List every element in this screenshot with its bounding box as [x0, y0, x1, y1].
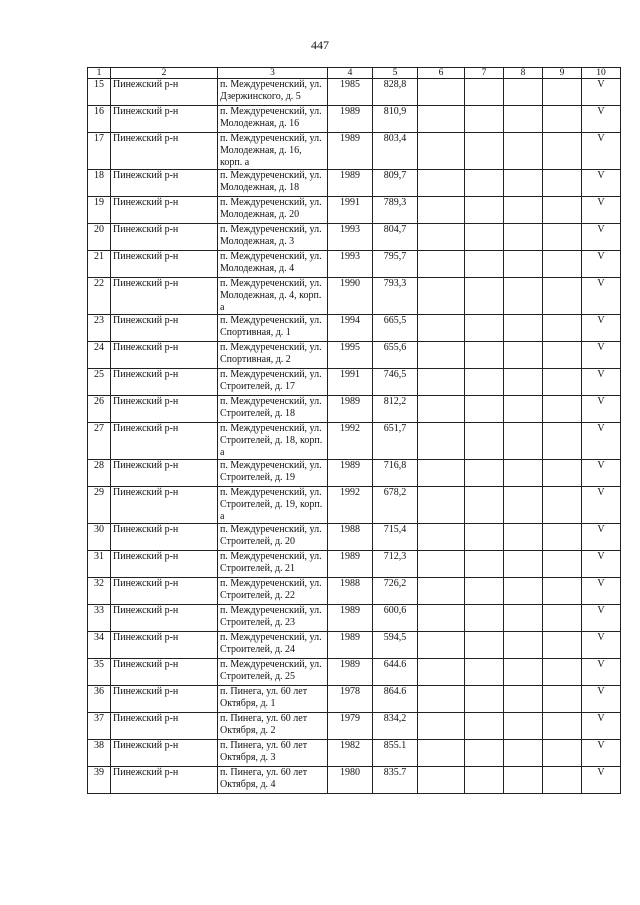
- empty-cell: [504, 632, 543, 659]
- empty-cell: [543, 315, 582, 342]
- address-cell: п. Междуреченский, ул. Молодежная, д. 4, корп. а: [218, 278, 328, 315]
- row-number: 22: [88, 278, 111, 315]
- district-cell: Пинежский р-н: [111, 278, 218, 315]
- empty-cell: [543, 632, 582, 659]
- empty-cell: [504, 106, 543, 133]
- empty-cell: [418, 106, 465, 133]
- district-cell: Пинежский р-н: [111, 487, 218, 524]
- empty-cell: [504, 767, 543, 794]
- empty-cell: [418, 713, 465, 740]
- year-cell: 1989: [328, 460, 373, 487]
- row-number: 37: [88, 713, 111, 740]
- row-number: 25: [88, 369, 111, 396]
- empty-cell: [504, 524, 543, 551]
- table-row: [88, 197, 621, 224]
- area-cell: 834,2: [373, 713, 418, 740]
- empty-cell: [543, 686, 582, 713]
- empty-cell: [465, 767, 504, 794]
- year-cell: 1978: [328, 686, 373, 713]
- year-cell: 1991: [328, 369, 373, 396]
- row-number: 16: [88, 106, 111, 133]
- district-cell: Пинежский р-н: [111, 767, 218, 794]
- table-row: [88, 396, 621, 423]
- district-cell: Пинежский р-н: [111, 551, 218, 578]
- district-cell: Пинежский р-н: [111, 369, 218, 396]
- mark-cell: V: [582, 315, 621, 342]
- row-number: 21: [88, 251, 111, 278]
- empty-cell: [543, 251, 582, 278]
- empty-cell: [418, 369, 465, 396]
- table-row: [88, 423, 621, 460]
- mark-cell: V: [582, 460, 621, 487]
- row-number: 30: [88, 524, 111, 551]
- address-cell: п. Междуреченский, ул. Строителей, д. 22: [218, 578, 328, 605]
- year-cell: 1995: [328, 342, 373, 369]
- mark-cell: V: [582, 740, 621, 767]
- empty-cell: [465, 659, 504, 686]
- table-row: [88, 605, 621, 632]
- table-row: [88, 460, 621, 487]
- empty-cell: [543, 524, 582, 551]
- district-cell: Пинежский р-н: [111, 578, 218, 605]
- empty-cell: [418, 740, 465, 767]
- empty-cell: [465, 578, 504, 605]
- year-cell: 1992: [328, 423, 373, 460]
- empty-cell: [504, 740, 543, 767]
- address-cell: п. Пинега, ул. 60 лет Октября, д. 4: [218, 767, 328, 794]
- area-cell: 644.6: [373, 659, 418, 686]
- row-number: 27: [88, 423, 111, 460]
- empty-cell: [543, 551, 582, 578]
- empty-cell: [465, 369, 504, 396]
- year-cell: 1989: [328, 106, 373, 133]
- district-cell: Пинежский р-н: [111, 423, 218, 460]
- empty-cell: [465, 396, 504, 423]
- row-number: 24: [88, 342, 111, 369]
- year-cell: 1993: [328, 251, 373, 278]
- empty-cell: [543, 197, 582, 224]
- empty-cell: [504, 578, 543, 605]
- table-row: [88, 487, 621, 524]
- empty-cell: [543, 460, 582, 487]
- empty-cell: [418, 487, 465, 524]
- mark-cell: V: [582, 197, 621, 224]
- table-row: [88, 133, 621, 170]
- empty-cell: [418, 578, 465, 605]
- empty-cell: [465, 487, 504, 524]
- mark-cell: V: [582, 551, 621, 578]
- area-cell: 715,4: [373, 524, 418, 551]
- year-cell: 1989: [328, 133, 373, 170]
- empty-cell: [543, 487, 582, 524]
- year-cell: 1989: [328, 170, 373, 197]
- empty-cell: [418, 524, 465, 551]
- table-row: [88, 315, 621, 342]
- empty-cell: [504, 659, 543, 686]
- table-row: [88, 170, 621, 197]
- table-row: [88, 551, 621, 578]
- empty-cell: [418, 767, 465, 794]
- empty-cell: [465, 170, 504, 197]
- empty-cell: [465, 632, 504, 659]
- empty-cell: [418, 460, 465, 487]
- mark-cell: V: [582, 605, 621, 632]
- district-cell: Пинежский р-н: [111, 170, 218, 197]
- mark-cell: V: [582, 133, 621, 170]
- district-cell: Пинежский р-н: [111, 224, 218, 251]
- address-cell: п. Междуреченский, ул. Молодежная, д. 16, корп. а: [218, 133, 328, 170]
- empty-cell: [465, 197, 504, 224]
- area-cell: 726,2: [373, 578, 418, 605]
- empty-cell: [543, 342, 582, 369]
- empty-cell: [504, 315, 543, 342]
- column-header: 6: [418, 68, 465, 79]
- mark-cell: V: [582, 659, 621, 686]
- district-cell: Пинежский р-н: [111, 315, 218, 342]
- table-row: [88, 524, 621, 551]
- table-row: [88, 251, 621, 278]
- empty-cell: [465, 713, 504, 740]
- empty-cell: [543, 396, 582, 423]
- row-number: 32: [88, 578, 111, 605]
- address-cell: п. Пинега, ул. 60 лет Октября, д. 2: [218, 713, 328, 740]
- address-cell: п. Междуреченский, ул. Строителей, д. 18, корп. а: [218, 423, 328, 460]
- table-row: [88, 578, 621, 605]
- empty-cell: [543, 578, 582, 605]
- empty-cell: [504, 197, 543, 224]
- area-cell: 712,3: [373, 551, 418, 578]
- district-cell: Пинежский р-н: [111, 713, 218, 740]
- empty-cell: [504, 278, 543, 315]
- mark-cell: V: [582, 79, 621, 106]
- mark-cell: V: [582, 686, 621, 713]
- district-cell: Пинежский р-н: [111, 396, 218, 423]
- mark-cell: V: [582, 106, 621, 133]
- area-cell: 810,9: [373, 106, 418, 133]
- empty-cell: [504, 713, 543, 740]
- area-cell: 594,5: [373, 632, 418, 659]
- empty-cell: [418, 551, 465, 578]
- empty-cell: [504, 686, 543, 713]
- empty-cell: [418, 79, 465, 106]
- mark-cell: V: [582, 632, 621, 659]
- year-cell: 1989: [328, 605, 373, 632]
- address-cell: п. Пинега, ул. 60 лет Октября, д. 1: [218, 686, 328, 713]
- year-cell: 1982: [328, 740, 373, 767]
- address-cell: п. Междуреченский, ул. Молодежная, д. 20: [218, 197, 328, 224]
- year-cell: 1991: [328, 197, 373, 224]
- address-cell: п. Междуреченский, ул. Молодежная, д. 4: [218, 251, 328, 278]
- row-number: 17: [88, 133, 111, 170]
- area-cell: 789,3: [373, 197, 418, 224]
- empty-cell: [418, 686, 465, 713]
- mark-cell: V: [582, 396, 621, 423]
- column-header: 9: [543, 68, 582, 79]
- address-cell: п. Междуреченский, ул. Строителей, д. 25: [218, 659, 328, 686]
- year-cell: 1980: [328, 767, 373, 794]
- empty-cell: [465, 251, 504, 278]
- empty-cell: [504, 551, 543, 578]
- area-cell: 795,7: [373, 251, 418, 278]
- empty-cell: [418, 170, 465, 197]
- row-number: 15: [88, 79, 111, 106]
- row-number: 28: [88, 460, 111, 487]
- empty-cell: [543, 106, 582, 133]
- empty-cell: [418, 423, 465, 460]
- address-cell: п. Междуреченский, ул. Строителей, д. 24: [218, 632, 328, 659]
- column-header: 8: [504, 68, 543, 79]
- row-number: 19: [88, 197, 111, 224]
- empty-cell: [418, 605, 465, 632]
- area-cell: 665,5: [373, 315, 418, 342]
- empty-cell: [465, 224, 504, 251]
- area-cell: 835.7: [373, 767, 418, 794]
- table-row: [88, 632, 621, 659]
- mark-cell: V: [582, 224, 621, 251]
- mark-cell: V: [582, 369, 621, 396]
- column-header: 3: [218, 68, 328, 79]
- empty-cell: [543, 79, 582, 106]
- area-cell: 793,3: [373, 278, 418, 315]
- area-cell: 746,5: [373, 369, 418, 396]
- column-header: 10: [582, 68, 621, 79]
- year-cell: 1989: [328, 632, 373, 659]
- empty-cell: [543, 369, 582, 396]
- empty-cell: [504, 79, 543, 106]
- area-cell: 812,2: [373, 396, 418, 423]
- area-cell: 716,8: [373, 460, 418, 487]
- empty-cell: [504, 423, 543, 460]
- address-cell: п. Междуреченский, ул. Дзержинского, д. 5: [218, 79, 328, 106]
- empty-cell: [543, 713, 582, 740]
- empty-cell: [504, 342, 543, 369]
- empty-cell: [418, 197, 465, 224]
- empty-cell: [543, 605, 582, 632]
- mark-cell: V: [582, 713, 621, 740]
- year-cell: 1979: [328, 713, 373, 740]
- district-cell: Пинежский р-н: [111, 605, 218, 632]
- district-cell: Пинежский р-н: [111, 106, 218, 133]
- area-cell: 655,6: [373, 342, 418, 369]
- table-row: [88, 659, 621, 686]
- empty-cell: [418, 133, 465, 170]
- empty-cell: [543, 278, 582, 315]
- area-cell: 855.1: [373, 740, 418, 767]
- table-row: [88, 686, 621, 713]
- empty-cell: [543, 659, 582, 686]
- row-number: 31: [88, 551, 111, 578]
- empty-cell: [504, 460, 543, 487]
- mark-cell: V: [582, 423, 621, 460]
- column-header: 2: [111, 68, 218, 79]
- empty-cell: [465, 278, 504, 315]
- area-cell: 804,7: [373, 224, 418, 251]
- empty-cell: [504, 133, 543, 170]
- row-number: 36: [88, 686, 111, 713]
- mark-cell: V: [582, 170, 621, 197]
- address-cell: п. Междуреченский, ул. Строителей, д. 17: [218, 369, 328, 396]
- row-number: 39: [88, 767, 111, 794]
- mark-cell: V: [582, 524, 621, 551]
- row-number: 18: [88, 170, 111, 197]
- empty-cell: [465, 133, 504, 170]
- empty-cell: [465, 524, 504, 551]
- empty-cell: [504, 605, 543, 632]
- year-cell: 1988: [328, 578, 373, 605]
- district-cell: Пинежский р-н: [111, 460, 218, 487]
- column-header: 1: [88, 68, 111, 79]
- empty-cell: [543, 767, 582, 794]
- table-row: [88, 767, 621, 794]
- mark-cell: V: [582, 251, 621, 278]
- district-cell: Пинежский р-н: [111, 659, 218, 686]
- header-row: [88, 68, 621, 79]
- year-cell: 1994: [328, 315, 373, 342]
- address-cell: п. Междуреченский, ул. Спортивная, д. 2: [218, 342, 328, 369]
- empty-cell: [465, 315, 504, 342]
- year-cell: 1989: [328, 659, 373, 686]
- mark-cell: V: [582, 487, 621, 524]
- column-header: 5: [373, 68, 418, 79]
- column-header: 7: [465, 68, 504, 79]
- year-cell: 1993: [328, 224, 373, 251]
- district-cell: Пинежский р-н: [111, 197, 218, 224]
- address-cell: п. Междуреченский, ул. Молодежная, д. 18: [218, 170, 328, 197]
- year-cell: 1985: [328, 79, 373, 106]
- empty-cell: [418, 659, 465, 686]
- row-number: 38: [88, 740, 111, 767]
- year-cell: 1990: [328, 278, 373, 315]
- year-cell: 1989: [328, 551, 373, 578]
- empty-cell: [504, 224, 543, 251]
- table-row: [88, 79, 621, 106]
- row-number: 23: [88, 315, 111, 342]
- row-number: 26: [88, 396, 111, 423]
- year-cell: 1988: [328, 524, 373, 551]
- address-cell: п. Междуреченский, ул. Строителей, д. 21: [218, 551, 328, 578]
- area-cell: 600,6: [373, 605, 418, 632]
- area-cell: 809,7: [373, 170, 418, 197]
- district-cell: Пинежский р-н: [111, 524, 218, 551]
- area-cell: 828,8: [373, 79, 418, 106]
- empty-cell: [465, 605, 504, 632]
- table-row: [88, 713, 621, 740]
- table-row: [88, 106, 621, 133]
- mark-cell: V: [582, 278, 621, 315]
- table-row: [88, 740, 621, 767]
- district-cell: Пинежский р-н: [111, 342, 218, 369]
- empty-cell: [504, 251, 543, 278]
- address-cell: п. Междуреченский, ул. Строителей, д. 23: [218, 605, 328, 632]
- district-cell: Пинежский р-н: [111, 740, 218, 767]
- row-number: 34: [88, 632, 111, 659]
- empty-cell: [418, 315, 465, 342]
- empty-cell: [465, 423, 504, 460]
- empty-cell: [465, 460, 504, 487]
- address-cell: п. Междуреченский, ул. Спортивная, д. 1: [218, 315, 328, 342]
- row-number: 33: [88, 605, 111, 632]
- row-number: 29: [88, 487, 111, 524]
- empty-cell: [465, 551, 504, 578]
- empty-cell: [418, 251, 465, 278]
- empty-cell: [418, 396, 465, 423]
- table-row: [88, 369, 621, 396]
- district-cell: Пинежский р-н: [111, 686, 218, 713]
- empty-cell: [504, 170, 543, 197]
- housing-register-table: [87, 67, 621, 794]
- row-number: 20: [88, 224, 111, 251]
- table-row: [88, 278, 621, 315]
- empty-cell: [504, 369, 543, 396]
- empty-cell: [543, 740, 582, 767]
- address-cell: п. Междуреченский, ул. Строителей, д. 19: [218, 460, 328, 487]
- year-cell: 1992: [328, 487, 373, 524]
- empty-cell: [504, 396, 543, 423]
- area-cell: 651,7: [373, 423, 418, 460]
- mark-cell: V: [582, 767, 621, 794]
- district-cell: Пинежский р-н: [111, 251, 218, 278]
- empty-cell: [465, 686, 504, 713]
- area-cell: 864.6: [373, 686, 418, 713]
- empty-cell: [504, 487, 543, 524]
- empty-cell: [418, 342, 465, 369]
- table-row: [88, 342, 621, 369]
- page-number: 447: [311, 38, 329, 52]
- empty-cell: [465, 106, 504, 133]
- mark-cell: V: [582, 578, 621, 605]
- empty-cell: [418, 632, 465, 659]
- district-cell: Пинежский р-н: [111, 632, 218, 659]
- empty-cell: [465, 79, 504, 106]
- empty-cell: [543, 170, 582, 197]
- empty-cell: [418, 224, 465, 251]
- empty-cell: [543, 133, 582, 170]
- mark-cell: V: [582, 342, 621, 369]
- area-cell: 678,2: [373, 487, 418, 524]
- district-cell: Пинежский р-н: [111, 133, 218, 170]
- row-number: 35: [88, 659, 111, 686]
- table-row: [88, 224, 621, 251]
- empty-cell: [465, 342, 504, 369]
- empty-cell: [543, 423, 582, 460]
- column-header: 4: [328, 68, 373, 79]
- address-cell: п. Междуреченский, ул. Строителей, д. 20: [218, 524, 328, 551]
- empty-cell: [543, 224, 582, 251]
- empty-cell: [465, 740, 504, 767]
- address-cell: п. Междуреченский, ул. Молодежная, д. 16: [218, 106, 328, 133]
- district-cell: Пинежский р-н: [111, 79, 218, 106]
- address-cell: п. Междуреченский, ул. Строителей, д. 18: [218, 396, 328, 423]
- empty-cell: [418, 278, 465, 315]
- address-cell: п. Междуреченский, ул. Строителей, д. 19, корп. а: [218, 487, 328, 524]
- address-cell: п. Пинега, ул. 60 лет Октября, д. 3: [218, 740, 328, 767]
- year-cell: 1989: [328, 396, 373, 423]
- area-cell: 803,4: [373, 133, 418, 170]
- address-cell: п. Междуреченский, ул. Молодежная, д. 3: [218, 224, 328, 251]
